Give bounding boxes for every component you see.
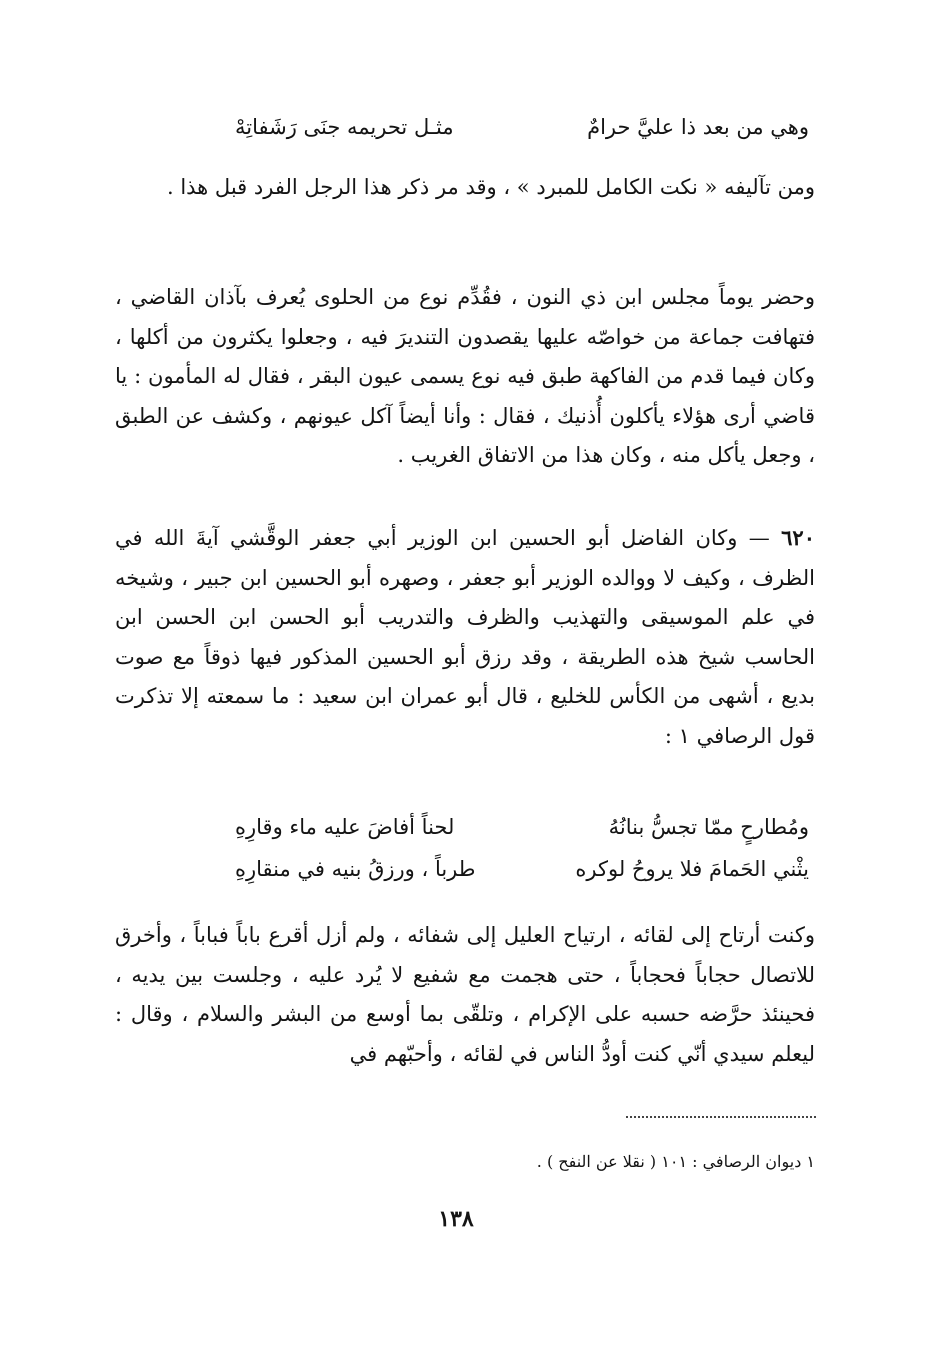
paragraph-1 — [115, 168, 815, 208]
page-number: ١٣٨ — [438, 1206, 474, 1232]
verse-line-1 — [115, 806, 815, 848]
verse-hemistich-right: وهي من بعد ذا عليَّ حرامٌ — [587, 115, 809, 139]
verse-hemistich-left: لحناً أفاضَ عليه ماء وقارِهِ — [235, 815, 455, 839]
paragraph-2 — [115, 278, 815, 476]
paragraph-1-text: ومن تآليفه « نكت الكامل للمبرد » ، وقد مر ذكر هذا الرجل الفرد قبل هذا . — [166, 175, 815, 199]
paragraph-2-text: وحضر يوماً مجلس ابن ذي النون ، فقُدِّم نوع من الحلوى يُعرف بآذان القاضي ، فتهافت جماعة من خواصّه عليها يقصدون التنديرَ فيه ، وجعلوا يكثرون من أكلها ، وكان فيما قدم من الفاكهة طبق فيه نوع يسمى عيون البقر ، فقال له المأمون : يا قاضي أرى هؤلاء يأكلون أُذنيك ، فقال : وأنا أيضاً آكل عيونهم ، وكشف عن الطبق ، وجعل يأكل منه ، وكان هذا من الاتفاق الغريب . — [115, 285, 815, 467]
footnote: ١ ديوان الرصافي : ١٠١ ( نقلا عن النفح ) . — [536, 1152, 815, 1171]
paragraph-3 — [115, 518, 815, 756]
paragraph-3-text: — وكان الفاضل أبو الحسين ابن الوزير أبي جعفر الوقَّشي آيةَ الله في الظرف ، وكيف لا ووالده الوزير أبو جعفر ، وصهره أبو الحسين ابن جبير ، وشيخه في علم الموسيقى والتهذيب والظرف والتدريب أبو الحسن ابن الحسن ابن الحاسب شيخ هذه الطريقة ، وقد رزق أبو الحسين المذكور فيها ذوقاً مع صوت بديع ، أشهى من الكأس للخليع ، قال أبو عمران ابن سعيد : ما سمعته إلا تذكرت قول الرصافي ١ : — [115, 526, 815, 748]
verse-line-top — [115, 106, 815, 148]
verse-hemistich-right: ومُطارحٍ ممّا تجسُّ بنانُهُ — [608, 815, 809, 839]
verse-hemistich-left: طرباً ، ورزقُ بنيه في منقارِهِ — [235, 857, 476, 881]
paragraph-4-text: وكنت أرتاح إلى لقائه ، ارتياح العليل إلى شفائه ، ولم أزل أقرع باباً فباباً ، وأخرق للاتصال حجاباً فحجاباً ، حتى هجمت مع شفيع لا يُرد عليه ، وجلست بين يديه ، فحينئذ حرَّضه حسبه على الإكرام ، وتلقّى بما أوسع من البشر والسلام ، وقال : ليعلم سيدي أنّي كنت أودُّ الناس في لقائه ، وأحبّهم في — [115, 923, 815, 1066]
footnote-divider — [626, 1116, 816, 1118]
paragraph-4 — [115, 916, 815, 1074]
verse-hemistich-left: مثـل تحريمه جنَى رَشَفاتِهْ — [235, 115, 454, 139]
verse-hemistich-right: يثْني الحَمامَ فلا يروحُ لوكره — [575, 857, 809, 881]
paragraph-number: ٦٢٠ — [781, 525, 815, 550]
verse-line-2 — [115, 848, 815, 890]
